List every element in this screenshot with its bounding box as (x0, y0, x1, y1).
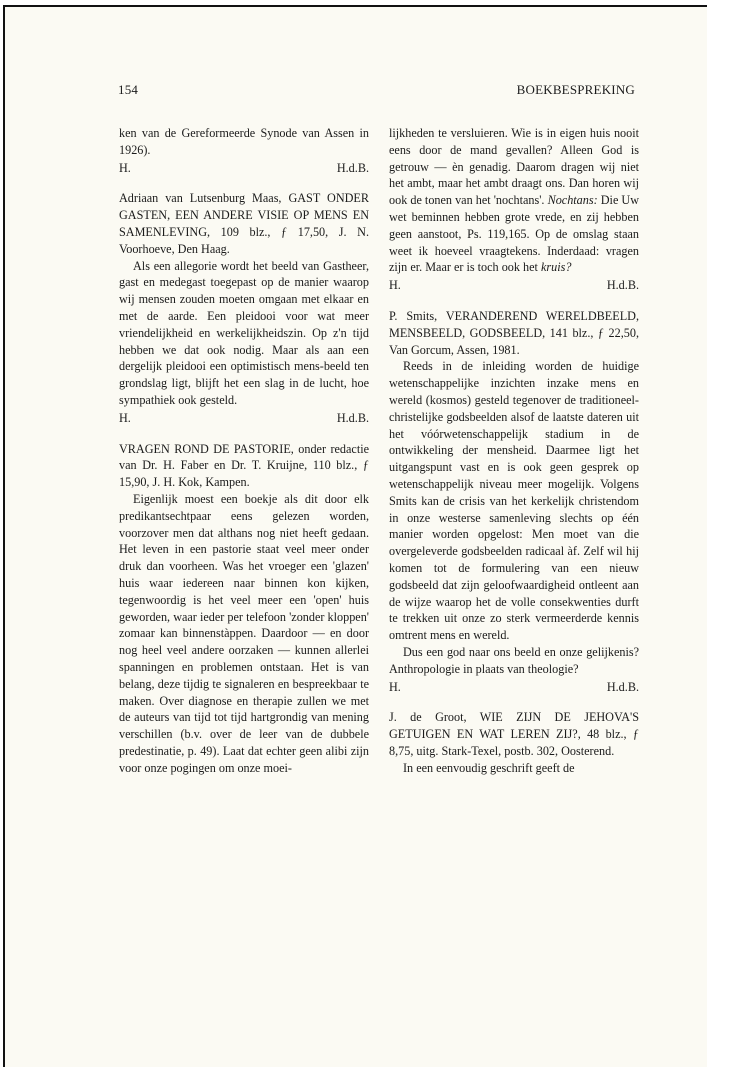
italic-text: kruis? (540, 260, 572, 275)
review-paragraph: Reeds in de inleiding worden de huidige wetenschappelijke inzichten inzake mens en wereld (kosmos) gesteld tegenover de traditioneel-christelijke godsbeelden alsof de laatste dateren uit het vóórwetenschappelijk stadium in de ontwikkeling der mensheid. Daarmee ligt het uitgangspunt vast en is ook geen gesprek op wetenschappelijk niveau meer mogelijk. Volgens Smits kan de crisis van het kerkelijk christendom in onze westerse samenleving slechts op één manier worden opgelost: Men moet van die overgeleverde godsbeelden radicaal àf. Zelf wil hij komen tot de formulering van een nieuw godsbeeld dat zijn geloofwaardigheid ontleent aan de wijze waarop het de volle consekwenties durft te trekken uit onze zo sterk vermeerderde kennis omtrent mens en wereld. (389, 359, 639, 643)
italic-text: Nochtans: (547, 193, 598, 208)
signature-author: H.d.B. (606, 679, 639, 694)
signature (119, 410, 369, 427)
paragraph-text: Die Uw wet beminnen hebben grote vrede, en zij hebben geen aanstoot, Ps. 119,165. Op de omslag staan weet ik hoeveel vraagtekens. Inderdaad: vragen zijn er. Maar er is toch ook het (389, 193, 640, 275)
book-page (3, 5, 707, 1067)
signature (389, 277, 639, 294)
signature-initial: H. (119, 410, 131, 425)
opening-text: ken van de Gereformeerde Synode van Assen in 1926). (119, 126, 369, 157)
review-paragraph (389, 125, 639, 276)
review-paragraph: Dus een god naar ons beeld en onze gelijkenis? Anthropologie in plaats van theologie? (389, 644, 639, 676)
running-title: BOEKBESPREKING (516, 82, 635, 97)
book-entry: VRAGEN ROND DE PASTORIE, onder redactie van Dr. H. Faber en Dr. T. Kruijne, 110 blz., ƒ 15,90, J. H. Kok, Kampen. (119, 441, 369, 490)
page-number: 154 (118, 82, 139, 97)
right-column (389, 125, 639, 776)
review-paragraph: Eigenlijk moest een boekje als dit door elk predikantsechtpaar eens gelezen worden, voorzover men dat althans nog niet heeft gedaan. Het leven in een pastorie staat veel meer onder druk dan voorheen. Was het vroeger een 'glazen' huis waar iedereen naar binnen kon kijken, tegenwoordig is het veel meer een 'open' huis geworden, waar ieder per telefoon 'zonder kloppen' zomaar kan binnenstàppen. Daardoor — en door nog heel veel andere oorzaken — kunnen allerlei spanningen en problemen ontstaan. Het is van belang, deze tijdig te signaleren en bespreekbaar te maken. Over diagnose en therapie zullen we met de auteurs van tijd tot tijd hartgrondig van mening verschillen (b.v. over de leer van de dubbele predestinatie, p. 49). Laat dat echter geen alibi zijn voor onze pogingen om onze moei- (119, 491, 369, 775)
signature-author: H.d.B. (336, 410, 369, 425)
paragraph-text: lijkheden te versluieren. Wie is in eigen huis nooit eens door de mand gevallen? Alleen God is getrouw — èn genadig. Daarom dragen wij niet het ambt, maar het ambt draagt ons. Dan horen wij ook de tonen van het 'nochtans'. (389, 126, 639, 208)
signature (119, 160, 369, 177)
signature-author: H.d.B. (606, 278, 639, 293)
review-paragraph: Als een allegorie wordt het beeld van Gastheer, gast en medegast toegepast op de manier waarop wij mensen zouden moeten omgaan met elkaar en met de aarde. Een pleidooi voor wat meer vriendelijkheid en werkelijkheidszin. Op z'n tijd hebben we dat ook nodig. Maar als aan een dergelijk pleidooi een optimistisch mens-beeld ten grondslag ligt, blijft het een slag in de lucht, hoe sympathiek ook gesteld. (119, 258, 369, 407)
signature-initial: H. (389, 278, 401, 293)
signature-author: H.d.B. (336, 160, 369, 175)
signature-initial: H. (389, 679, 401, 694)
book-entry: J. de Groot, WIE ZIJN DE JEHOVA'S GETUIGEN EN WAT LEREN ZIJ?, 48 blz., ƒ 8,75, uitg. Stark-Texel, postb. 302, Oosterend. (389, 710, 639, 758)
review-paragraph: In een eenvoudig geschrift geeft de (403, 760, 575, 775)
signature-initial: H. (119, 160, 131, 175)
left-column (119, 125, 369, 776)
book-entry: P. Smits, VERANDEREND WERELDBEELD, MENSBEELD, GODSBEELD, 141 blz., ƒ 22,50, Van Gorcum, Assen, 1981. (389, 308, 639, 357)
signature (389, 679, 639, 696)
book-entry: Adriaan van Lutsenburg Maas, GAST ONDER GASTEN, EEN ANDERE VISIE OP MENS EN SAMENLEVING, 109 blz., ƒ 17,50, J. N. Voorhoeve, Den Haag. (119, 191, 369, 256)
